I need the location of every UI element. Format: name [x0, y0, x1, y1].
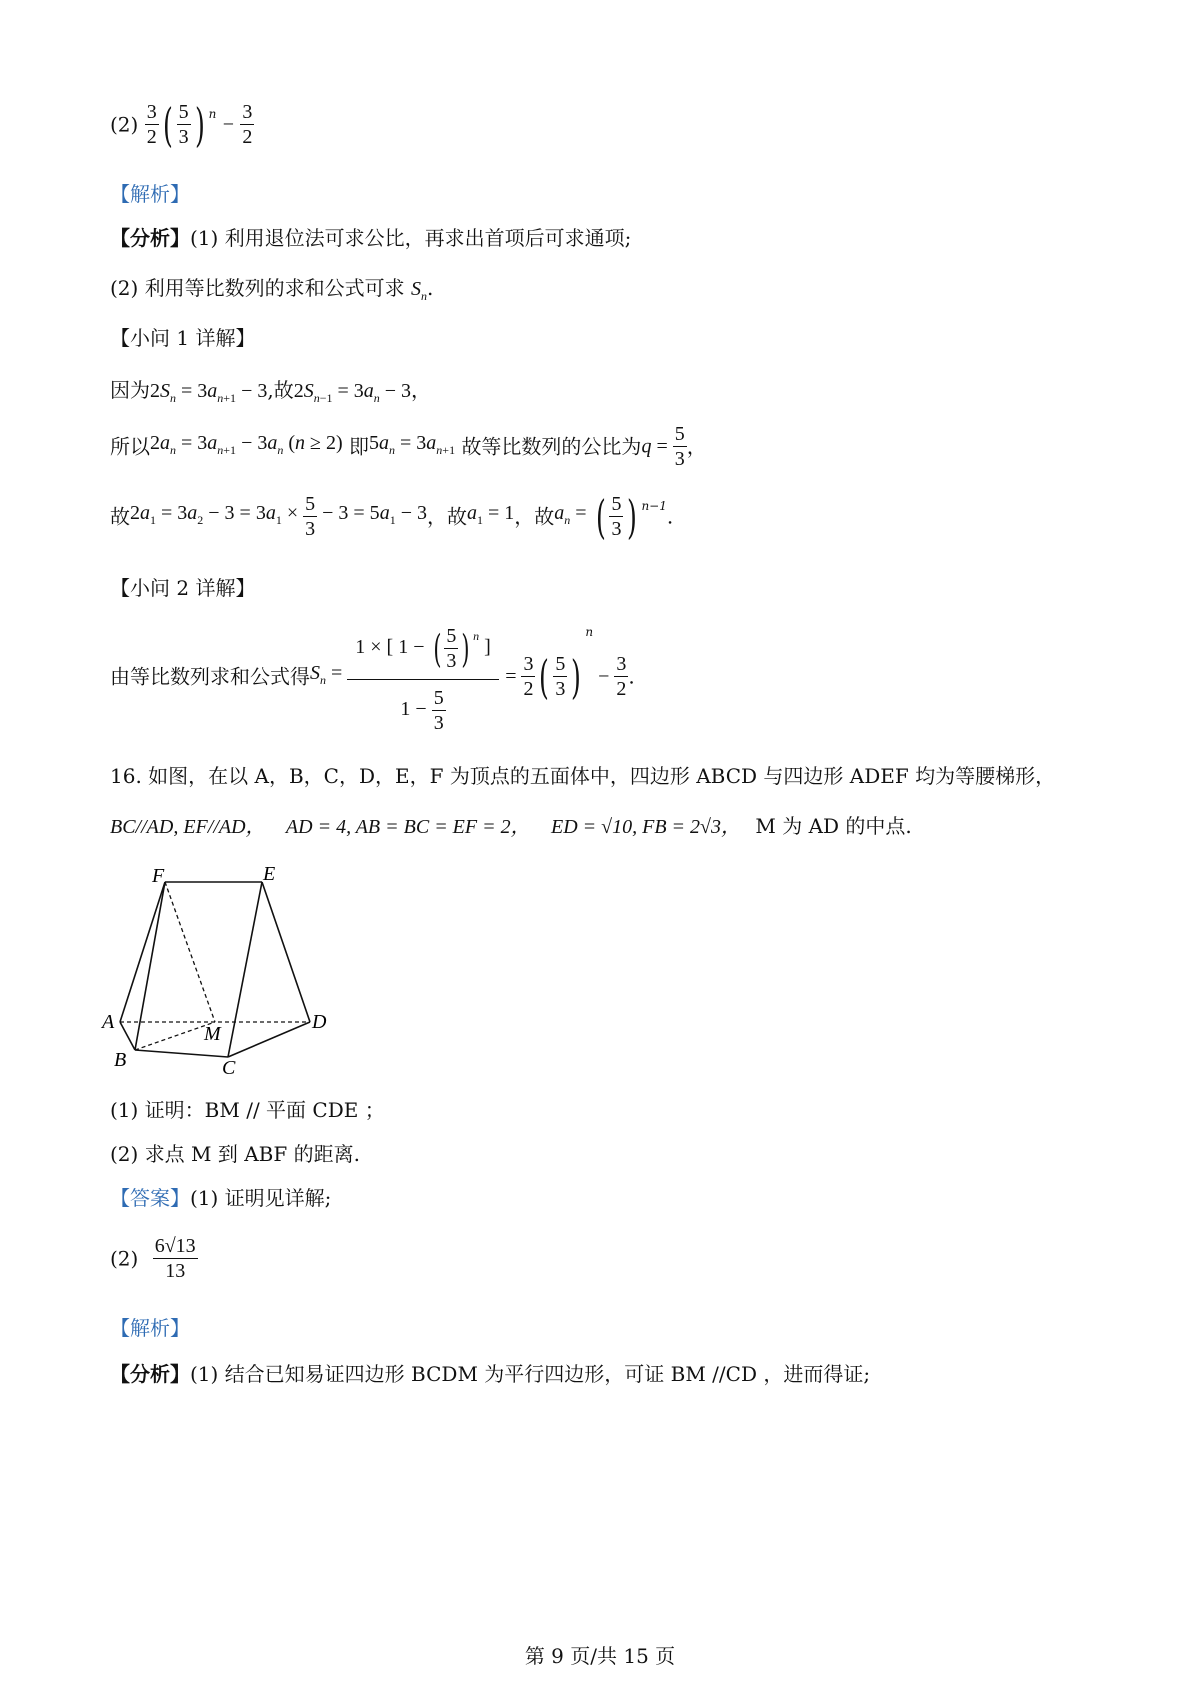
label-B: B [114, 1049, 127, 1071]
label-A: A [102, 1011, 115, 1033]
label-M: M [204, 1023, 221, 1045]
fraction: $\frac{3}{2}$ [146, 101, 157, 148]
label-D: D [312, 1011, 327, 1033]
edge-FA [120, 882, 165, 1022]
detail-1-title: 【小问 1 详解】 [110, 326, 256, 350]
sub-question-2: (2) 求点 M 到 ABF 的距离. [110, 1142, 360, 1166]
analysis-1b: (2) 利用等比数列的求和公式可求 $S_n$. [110, 276, 434, 303]
edge-FB [135, 882, 165, 1050]
edge-FM [165, 882, 215, 1022]
question-16-line-2: BC//AD, EF//AD， AD = 4, AB = BC = EF = 2， ED = √10, FB = 2√3， M 为 AD 的中点. [110, 814, 912, 838]
answer-2-expression: (2) $\frac{3}{2}$ ( $\frac{5}{3}$ ) $^n$ − $\frac{3}{2}$ [110, 97, 253, 152]
detail-1-line-b: 所以$2a_n = 3a_{n+1} - 3a_n$ (n ≥ 2) 即$5a_n = 3a_{n+1}$ 故等比数列的公比为q = $\frac{5}{3}$ ， [110, 423, 707, 470]
answer-2-value: (2) $\frac{6√13}{13}$ [110, 1235, 196, 1282]
answer-2-label: (2) [110, 112, 139, 137]
detail-1-line-a: 因为$2S_n = 3a_{n+1} - 3$,故$2S_{n-1} = 3a_n - 3$， [110, 378, 432, 405]
analysis-tag: 【分析】 [110, 226, 190, 250]
question-16-line-1: 16. 如图，在以 A，B，C，D，E，F 为顶点的五面体中，四边形 ABCD 与四边形 ADEF 均为等腰梯形， [110, 764, 1056, 788]
edge-ED [262, 882, 310, 1022]
detail-2-title: 【小问 2 详解】 [110, 576, 256, 600]
analysis-1: 【分析】(1) 利用退位法可求公比，再求出首项后可求通项; [110, 226, 632, 250]
edge-AB [120, 1022, 135, 1050]
edge-BM [135, 1022, 215, 1050]
analysis-2: 【分析】(1) 结合已知易证四边形 BCDM 为平行四边形，可证 BM //CD ，进而得证; [110, 1362, 871, 1386]
answer-tag: 【答案】 [110, 1186, 190, 1210]
answer-line: 【答案】(1) 证明见详解; [110, 1186, 332, 1210]
label-E: E [263, 863, 276, 885]
detail-2-line: 由等比数列求和公式得$S_n$ = 1 × [ 1 − ( $\frac{5}{3}$ ) $^n$ ] 1 − $\frac{5}{3}$ = $\frac{3}{2}$ ( $\frac{5}{3}$ )$^n$ − $\frac{3}{2}$ . [110, 618, 635, 748]
edge-BC [135, 1050, 228, 1057]
label-C: C [222, 1057, 236, 1079]
sub-question-1: (1) 证明：BM // 平面 CDE ； [110, 1098, 385, 1122]
section-jiexi-2: 【解析】 [110, 1316, 190, 1340]
edge-EC [228, 882, 262, 1057]
edge-CD [228, 1022, 310, 1057]
section-jiexi: 【解析】 [110, 182, 190, 206]
detail-1-line-c: 故$2a_1 = 3a_2 - 3 = 3a_1$ × $\frac{5}{3}$ − $3 = 5a_1 - 3$，故$a_1 = 1$，故$a_n$ = ( $\frac{5}{3}$ ) $^{n-1}$. [110, 489, 674, 544]
pentahedron-figure [100, 860, 340, 1080]
page-footer: 第 9 页/共 15 页 [524, 1644, 676, 1668]
label-F: F [152, 865, 165, 887]
